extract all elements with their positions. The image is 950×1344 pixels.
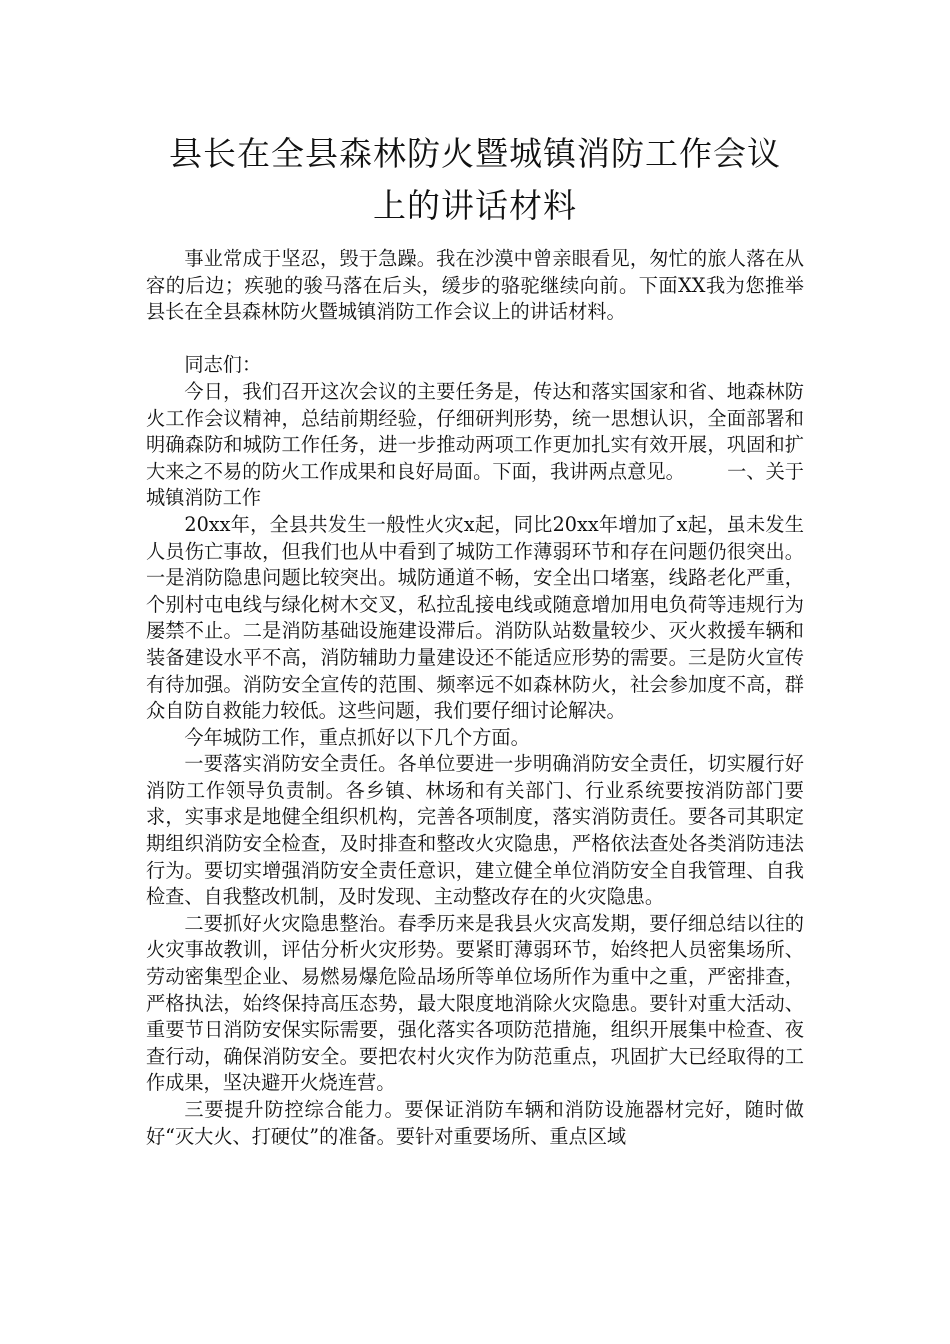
- paragraph-gap: [146, 326, 804, 353]
- paragraph-prevention-capability: 三要提升防控综合能力。要保证消防车辆和消防设施器材完好，随时做好“灭大火、打硬仗”的准备。要针对重要场所、重点区域: [146, 1098, 804, 1148]
- paragraph-hazard-rectification: 二要抓好火灾隐患整治。春季历来是我县火灾高发期，要仔细总结以往的火灾事故教训，评估分析火灾形势。要紧盯薄弱环节，始终把人员密集场所、劳动密集型企业、易燃易爆危险品场所等单位场所作为重中之重，严密排查，严格执法，始终保持高压态势，最大限度地消除火灾隐患。要针对重大活动、重要节日消防安保实际需要，强化落实各项防范措施，组织开展集中检查、夜查行动，确保消防安全。要把农村火灾作为防范重点，巩固扩大已经取得的工作成果，坚决避开火烧连营。: [146, 911, 804, 1095]
- title-line-2: 上的讲话材料: [373, 186, 577, 225]
- document-title: [100, 128, 850, 232]
- section-heading-1: 一、关于城镇消防工作: [146, 459, 804, 510]
- intro-paragraph: 事业常成于坚忍，毁于急躁。我在沙漠中曾亲眼看见，匆忙的旅人落在从容的后边；疾驰的骏马落在后头，缓步的骆驼继续向前。下面XX我为您推举县长在全县森林防火暨城镇消防工作会议上的讲话材料。: [146, 247, 804, 324]
- paragraph-responsibility: 一要落实消防安全责任。各单位要进一步明确消防安全责任，切实履行好消防工作领导负责制。各乡镇、林场和有关部门、行业系统要按消防部门要求，实事求是地健全组织机构，完善各项制度，落实消防责任。要各司其职定期组织消防安全检查，及时排查和整改火灾隐患，严格依法查处各类消防违法行为。要切实增强消防安全责任意识，建立健全单位消防安全自我管理、自我检查、自我整改机制，及时发现、主动整改存在的火灾隐患。: [146, 752, 804, 909]
- paragraph-fire-statistics: 20xx年，全县共发生一般性火灾x起，同比20xx年增加了x起，虽未发生人员伤亡事故，但我们也从中看到了城防工作薄弱环节和存在问题仍很突出。一是消防隐患问题比较突出。城防通道不畅，安全出口堵塞，线路老化严重，个别村屯电线与绿化树木交叉，私拉乱接电线或随意增加用电负荷等违规行为屡禁不止。二是消防基础设施建设滞后。消防队站数量较少、灭火救援车辆和装备建设水平不高，消防辅助力量建设还不能适应形势的需要。三是防火宣传有待加强。消防安全宣传的范围、频率远不如森林防火，社会参加度不高，群众自防自救能力较低。这些问题，我们要仔细讨论解决。: [146, 512, 804, 723]
- salutation: 同志们：: [184, 353, 262, 377]
- paragraph-key-points: 今年城防工作，重点抓好以下几个方面。: [184, 725, 530, 749]
- title-line-1: 县长在全县森林防火暨城镇消防工作会议: [169, 134, 781, 173]
- opening-text: 今日，我们召开这次会议的主要任务是，传达和落实国家和省、地森林防火工作会议精神，总结前期经验，仔细研判形势，统一思想认识，全面部署和明确森防和城防工作任务，进一步推动两项工作更加扎实有效开展，巩固和扩大来之不易的防火工作成果和良好局面。下面，我讲两点意见。: [146, 379, 804, 483]
- document-body: [146, 246, 804, 1150]
- opening-paragraph: [146, 379, 804, 512]
